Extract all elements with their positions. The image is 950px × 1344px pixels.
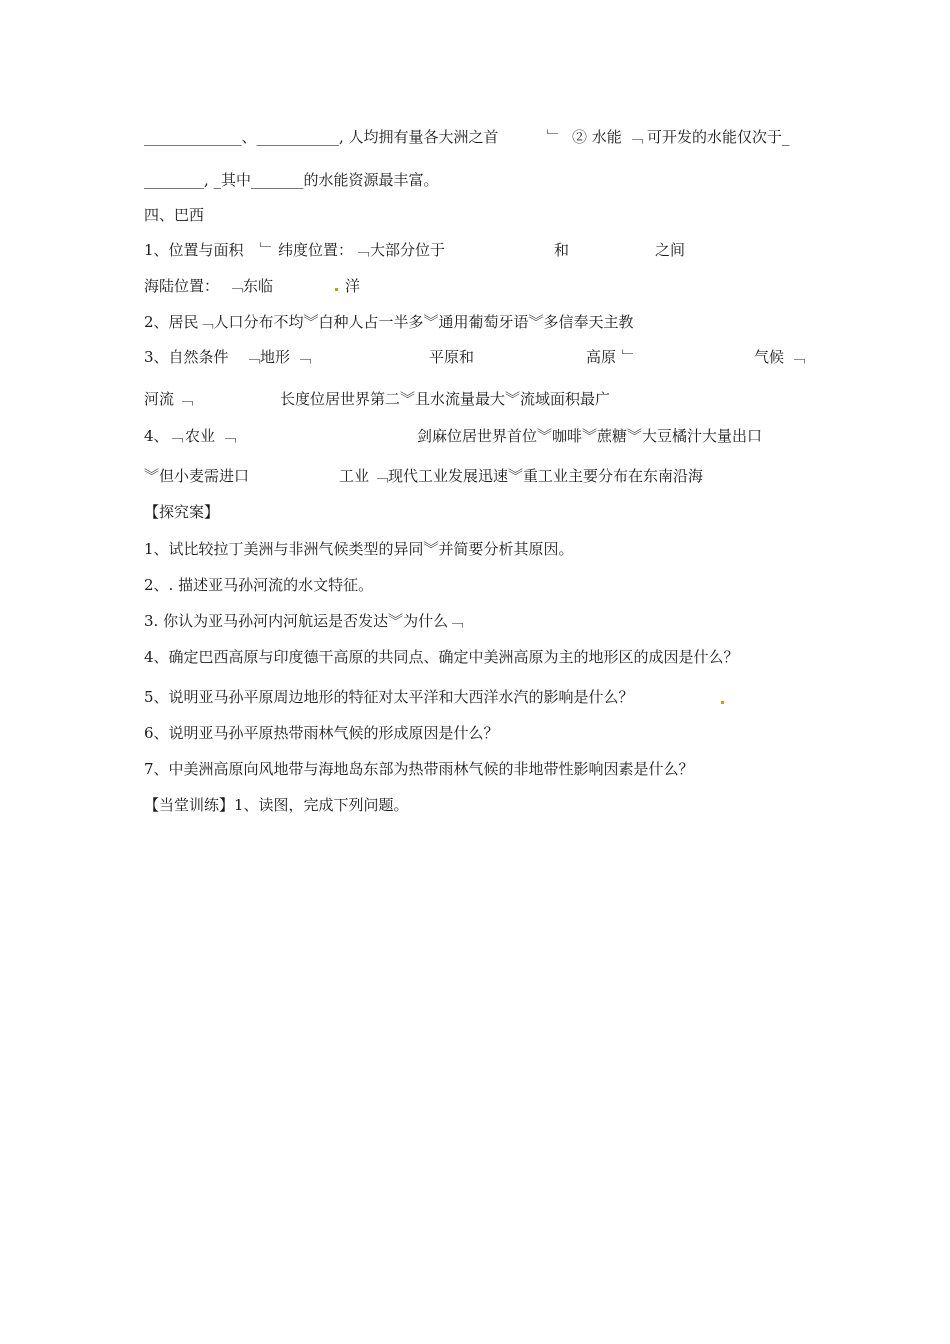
agriculture-text: 农业 [185, 427, 216, 445]
yellow-dot-2 [721, 701, 724, 704]
river-label: 河流 [144, 390, 175, 408]
fill-in-text: 可开发的水能仅次于_ [647, 128, 790, 146]
yellow-dot-1 [335, 288, 338, 291]
between-text: 之间 [655, 241, 686, 259]
and-text: 和 [554, 241, 570, 259]
training-heading: 【当堂训练】1、读图，完成下列问题。 [144, 796, 409, 814]
fill-in-text: ________, _其中_______的水能资源最丰富。 [144, 171, 439, 189]
blank-line-1 [144, 127, 810, 147]
fill-in-text: ② 水能 [572, 128, 622, 146]
industry-desc: 现代工业发展迅速︾重工业主要分布在东南沿海 [388, 467, 704, 485]
explore-heading: 【探究案】 [144, 503, 220, 521]
nature-label: 3、自然条件 [144, 348, 229, 366]
bracket-mark: ﹁ [628, 128, 644, 146]
bracket-mark: ﹁ [373, 467, 389, 485]
nature-line [144, 347, 810, 367]
bracket-mark: ﹁ [296, 348, 312, 366]
bracket-mark: ﹁ [178, 390, 194, 408]
blank-line-2 [144, 170, 810, 190]
bracket-mark: ﹁ [245, 348, 261, 366]
question-5: 5、说明亚马孙平原周边地形的特征对太平洋和大西洋水汽的影响是什么？ [144, 688, 634, 706]
sea-land-text: 东临 [243, 277, 274, 295]
economy-line-2 [144, 466, 810, 486]
terrain-text: 地形 [260, 348, 291, 366]
bracket-mark: ﹁ [221, 427, 237, 445]
residents-line: 2、居民﹁人口分布不均︾白种人占一半多︾通用葡萄牙语︾多信奉天主教 [144, 313, 634, 331]
bracket-mark: ﹁ [228, 277, 244, 295]
bracket-mark: ﹁ [790, 348, 806, 366]
bracket-mark: ﹁ [354, 241, 370, 259]
fill-in-text: _____________、___________, 人均拥有量各大洲之首 [144, 128, 499, 146]
question-6: 6、说明亚马孙平原热带雨林气候的形成原因是什么？ [144, 724, 499, 742]
location-line [144, 240, 810, 260]
economy-line [144, 426, 810, 446]
plain-text: 平原和 [429, 348, 475, 366]
latitude-label: 纬度位置： [278, 241, 354, 259]
question-2: 2、. 描述亚马孙河流的水文特征。 [144, 576, 374, 594]
economy-text: ︾但小麦需进口 [144, 467, 250, 485]
location-label: 1、位置与面积 [144, 241, 244, 259]
economy-text: 剑麻位居世界首位︾咖啡︾蔗糖︾大豆橘汁大量出口 [417, 427, 763, 445]
river-text: 长度位居世界第二︾且水流量最大︾流域面积最广 [280, 390, 611, 408]
bracket-mark: ﹂ [260, 241, 276, 259]
location-text: 大部分位于 [370, 241, 446, 259]
question-3: 3. 你认为亚马孙河内河航运是否发达︾为什么﹁ [144, 612, 464, 630]
industry-text: 工业 [339, 467, 370, 485]
question-7: 7、中美洲高原向风地带与海地岛东部为热带雨林气候的非地带性影响因素是什么？ [144, 760, 694, 778]
ocean-text: 洋 [345, 277, 361, 295]
bracket-mark: ﹂ [547, 128, 563, 146]
economy-label: 4、 [144, 427, 169, 445]
sea-land-label: 海陆位置： [144, 277, 220, 295]
river-line [144, 389, 810, 409]
sea-land-line [144, 276, 810, 296]
plateau-text: 高原 [586, 348, 617, 366]
section-heading-brazil: 四、巴西 [144, 206, 205, 224]
question-1: 1、试比较拉丁美洲与非洲气候类型的异同︾并简要分析其原因。 [144, 540, 574, 558]
bracket-mark: ﹁ [168, 427, 184, 445]
bracket-mark: ﹂ [622, 348, 638, 366]
climate-text: 气候 [754, 348, 785, 366]
question-4: 4、确定巴西高原与印度德干高原的共同点、确定中美洲高原为主的地形区的成因是什么？ [144, 648, 739, 666]
